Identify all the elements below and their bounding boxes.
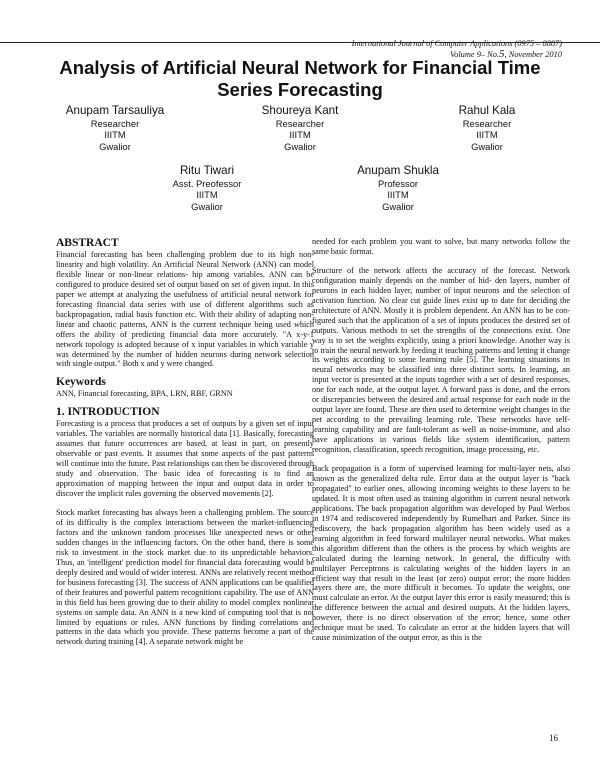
author-name: Rahul Kala	[458, 104, 516, 117]
author-role: Researcher	[90, 118, 140, 129]
author-role: Professor	[377, 178, 419, 189]
keywords-heading: Keywords	[56, 376, 106, 389]
intro-paragraph: Stock market forecasting has always been a challenging problem. The source of its difficulty is the complex interactions between the market-influencing factors and the unknown random processes like unexpected news or other sudden changes in the influencing factors. On the other hand, there is some risk to investment in the stock market due to its unpredictable behaviors. Thus, an 'intelligent' prediction model for financial data forecasting would be deeply desired and would of wider interest. ANNs are relatively recent method for business forecasting [3]. The success of ANN applications can be qualified of their features and powerful pattern recognitions capability. The use of ANN in this field has been growing due to their ability to model complex nonlinear systems on sample data. An ANN is a new kind of computing tool that is not limited by equations or rules. ANN functions by finding correlations and patterns in the data which you provide. These patterns become a part of the network during training [4]. A separate network might be	[56, 508, 314, 647]
author-block	[40, 104, 190, 152]
author-name: Anupam Tarsauliya	[65, 104, 165, 117]
author-city: Gwalior	[471, 140, 503, 152]
author-block	[225, 104, 375, 152]
author-name: Ritu Tiwari	[179, 164, 235, 177]
abstract-heading: ABSTRACT	[56, 237, 119, 249]
body-paragraph: Back propagation is a form of supervised learning for multi-layer nets, also known as the generalized delta rule. Error data at the output layer is "back propagated" to earlier ones, allowing incoming weights to these layers to be updated. It is most often used as training algorithm in current neural network applications. The back propagation algorithm was developed by Paul Werbos in 1974 and rediscovered independently by Rumelhart and Parker. Since its rediscovery, the back propagation algorithm has been widely used as a learning algorithm in feed forward multilayer neural networks. What makes this algorithm different than the others is the process by which weights are calculated during the learning network. In general, the difficulty with multilayer Perceptrons is calculating weights of the hidden layers in an efficient way that result in the least (or zero) output error; the more hidden layers there are, the more difficult it becomes. To update the weights, one must calculate an error. At the output layer this error is easily measured; this is the difference between the actual and desired outputs. At the hidden layers, however, there is no direct observation of the error; hence, some other technique must be used. To calculate an error at the hidden layers that will cause minimization of the output error, as this is the	[312, 464, 570, 643]
author-role: Researcher	[275, 118, 325, 129]
abstract-text: Financial forecasting has been challenging problem due to its high non-linearity and high volatility. An Artificial Neural Network (ANN) can model flexible linear or non-linear relations- hip among variables. ANN can be configured to produce desired set of output based on set of given input. In this paper we attempt at analyzing the usefulness of artificial neural network for forecasting financial data series with use of different algorithms such as backpropagation, radial basis function etc. With their ability of adapting non-linear and chaotic patterns, ANN is the current technique being used which offers the ability of predicting financial data more accurately. "A x-y-1 network topology is adopted because of x input variables in which variable y was determined by the number of hidden neurons during network selection with single output." Both x and y were changed.	[56, 250, 314, 369]
author-role: Researcher	[462, 118, 512, 129]
author-block	[132, 164, 282, 212]
author-block	[323, 164, 473, 212]
page-number: 16	[549, 733, 558, 743]
header-rule	[0, 42, 600, 43]
author-name: Shoureya Kant	[261, 104, 339, 117]
author-city: Gwalior	[284, 140, 316, 152]
left-column	[56, 237, 314, 647]
author-affiliation: IIITM	[196, 189, 218, 201]
author-affiliation: IIITM	[387, 189, 409, 201]
paper-title: Analysis of Artificial Neural Network for Financial Time Series Forecasting	[59, 57, 541, 100]
body-paragraph: Structure of the network affects the accuracy of the forecast. Network configuration mainly depends on the number of hid- den layers, number of neurons in each hidden layer, number of input neurons and the selection of activation function. No clear cut guide lines exist up to date for deciding the architecture of ANN. Mostly it is problem dependent. An ANN has to be con- figured such that the application of a set of inputs produces the desired set of outputs. Various methods to set the strengths of the connections exist. One way is to set the weights explicitly, using a priori knowledge. Another way is to train the neural network by feeding it teaching patterns and letting it change its weights according to some learning rule [5]. The learning situations in neural networks may be classified into three distinct sorts. In learning, an input vector is presented at the inputs together with a set of desired responses, one for each node, at the output layer. A forward pass is done, and the errors or discrepancies between the desired and actual response for each node in the output layer are found. These are then used to determine weight changes in the net according to the prevailing learning rule. These networks have self-learning capability and are fault-tolerant as well as noise-immune, and also have applications in various fields like system identification, pattern recognition, classification, speech recognition, image processing, etc.	[312, 265, 570, 455]
intro-paragraph: Forecasting is a process that produces a set of outputs by a given set of input variables. The variables are normally historical data [1]. Basically, forecasting assumes that future occurrences are based, at least in part, on presently observable or past events. It assumes that some aspects of the past patterns will continue into the future. Past relationships can then be discovered through study and observation. The basic idea of forecasting is to find an approximation of mapping between the input and output data in order to discover the implicit rules governing the observed movements [2].	[56, 419, 314, 499]
author-city: Gwalior	[99, 140, 131, 152]
author-affiliation: IIITM	[476, 129, 498, 141]
author-name: Anupam Shukla	[357, 164, 439, 177]
author-role: Asst. Preofessor	[172, 178, 242, 189]
volume-line: Volume 9– No.5, November 2010	[449, 48, 562, 60]
keywords-text: ANN, Financial forecasting, BPA, LRN, RBF, GRNN	[56, 389, 233, 399]
author-city: Gwalior	[382, 200, 414, 212]
author-city: Gwalior	[191, 200, 223, 212]
author-affiliation: IIITM	[104, 129, 126, 141]
introduction-heading: 1. INTRODUCTION	[56, 406, 160, 419]
body-paragraph: needed for each problem you want to solve, but many networks follow the same basic format.	[312, 237, 570, 256]
author-block	[412, 104, 562, 152]
right-column	[312, 237, 570, 643]
journal-name: International Journal of Computer Applications (0975 – 8887)	[351, 39, 562, 48]
author-affiliation: IIITM	[289, 129, 311, 141]
